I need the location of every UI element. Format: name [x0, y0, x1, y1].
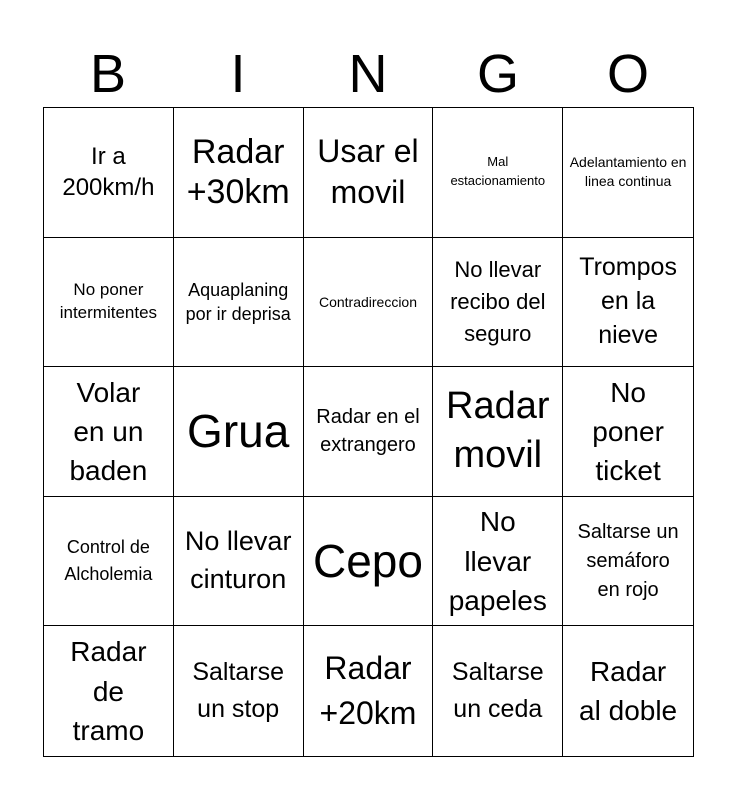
header-letter-g: G [476, 44, 519, 104]
bingo-cell: Adelantamiento en linea continua [563, 108, 693, 238]
bingo-cell: Cepo [304, 497, 434, 627]
bingo-cell: Saltarse un semáforo en rojo [563, 497, 693, 627]
bingo-cell: No poner intermitentes [44, 238, 174, 368]
header-letter-b: B [89, 44, 127, 104]
bingo-cell: Ir a 200km/h [44, 108, 174, 238]
header-letter-o: O [606, 44, 649, 104]
bingo-cell: Control de Alcholemia [44, 497, 174, 627]
bingo-cell: Trompos en la nieve [563, 238, 693, 368]
bingo-cell: Contradireccion [304, 238, 434, 368]
bingo-card-grid [43, 107, 694, 757]
bingo-cell: Volar en un baden [44, 367, 174, 497]
bingo-cell: Usar el movil [304, 108, 434, 238]
bingo-header [43, 40, 693, 108]
bingo-cell: Aquaplaning por ir deprisa [174, 238, 304, 368]
bingo-cell: Radar en el extrangero [304, 367, 434, 497]
bingo-cell: Saltarse un stop [174, 626, 304, 756]
bingo-cell: Radar +20km [304, 626, 434, 756]
bingo-cell: No llevar cinturon [174, 497, 304, 627]
bingo-cell: Saltarse un ceda [433, 626, 563, 756]
bingo-cell: No llevar papeles [433, 497, 563, 627]
bingo-cell: Radar +30km [174, 108, 304, 238]
bingo-cell: Grua [174, 367, 304, 497]
bingo-cell: Radar al doble [579, 656, 678, 727]
header-letter-n: N [348, 44, 388, 104]
bingo-cell: No llevar recibo del seguro [433, 238, 563, 368]
bingo-cell: Mal estacionamiento [433, 108, 563, 238]
bingo-cell: Radar de tramo [44, 626, 174, 756]
bingo-cell: No poner ticket [563, 367, 693, 497]
bingo-cell: Radar movil [433, 367, 563, 497]
header-letter-i: I [230, 44, 246, 104]
